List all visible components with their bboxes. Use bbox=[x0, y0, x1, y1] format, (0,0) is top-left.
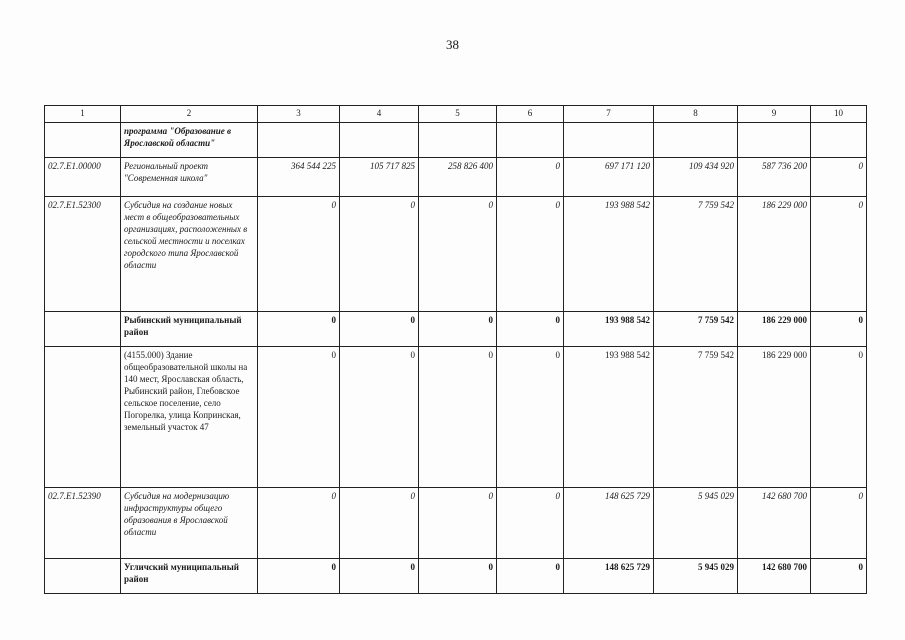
row-value: 186 229 000 bbox=[738, 197, 811, 312]
column-number: 7 bbox=[564, 106, 654, 123]
row-name: Субсидия на создание новых мест в общеобразовательных организациях, расположенных в сельской местности и поселках городского типа Ярославской области bbox=[121, 197, 258, 312]
column-number-row bbox=[45, 106, 867, 123]
row-value: 148 625 729 bbox=[564, 488, 654, 559]
row-value: 142 680 700 bbox=[738, 559, 811, 594]
row-code: 02.7.E1.52300 bbox=[45, 197, 121, 312]
row-value: 0 bbox=[258, 197, 340, 312]
row-value: 587 736 200 bbox=[738, 158, 811, 197]
row-value: 0 bbox=[258, 559, 340, 594]
row-value: 0 bbox=[258, 312, 340, 347]
column-number: 6 bbox=[497, 106, 564, 123]
row-value: 7 759 542 bbox=[654, 312, 738, 347]
row-value: 7 759 542 bbox=[654, 197, 738, 312]
column-number: 4 bbox=[340, 106, 419, 123]
page-number: 38 bbox=[446, 37, 459, 52]
row-value: 5 945 029 bbox=[654, 559, 738, 594]
row-value bbox=[738, 123, 811, 158]
row-value: 0 bbox=[497, 347, 564, 488]
row-value: 0 bbox=[497, 158, 564, 197]
table-row bbox=[45, 559, 867, 594]
row-value: 0 bbox=[811, 197, 867, 312]
row-value: 142 680 700 bbox=[738, 488, 811, 559]
table-row bbox=[45, 488, 867, 559]
row-value: 0 bbox=[340, 488, 419, 559]
row-value: 0 bbox=[258, 488, 340, 559]
row-code bbox=[45, 559, 121, 594]
row-value: 697 171 120 bbox=[564, 158, 654, 197]
row-value: 0 bbox=[497, 312, 564, 347]
row-value: 0 bbox=[811, 158, 867, 197]
row-value: 109 434 920 bbox=[654, 158, 738, 197]
row-value: 364 544 225 bbox=[258, 158, 340, 197]
row-value: 0 bbox=[340, 197, 419, 312]
row-value: 193 988 542 bbox=[564, 312, 654, 347]
row-value: 105 717 825 bbox=[340, 158, 419, 197]
row-value: 0 bbox=[497, 559, 564, 594]
row-value: 0 bbox=[419, 559, 497, 594]
row-value: 0 bbox=[811, 559, 867, 594]
table-row bbox=[45, 158, 867, 197]
row-code bbox=[45, 347, 121, 488]
table-row bbox=[45, 197, 867, 312]
row-value bbox=[811, 123, 867, 158]
row-value: 0 bbox=[340, 347, 419, 488]
row-value: 0 bbox=[811, 488, 867, 559]
row-value bbox=[564, 123, 654, 158]
row-code bbox=[45, 312, 121, 347]
row-value: 0 bbox=[497, 197, 564, 312]
row-name: Региональный проект "Современная школа" bbox=[121, 158, 258, 197]
row-value: 0 bbox=[497, 488, 564, 559]
row-name: Угличский муниципальный район bbox=[121, 559, 258, 594]
row-value: 148 625 729 bbox=[564, 559, 654, 594]
row-code: 02.7.E1.00000 bbox=[45, 158, 121, 197]
row-value: 0 bbox=[811, 347, 867, 488]
row-name: программа "Образование в Ярославской области" bbox=[121, 123, 258, 158]
row-value: 186 229 000 bbox=[738, 347, 811, 488]
row-value: 0 bbox=[419, 197, 497, 312]
column-number: 2 bbox=[121, 106, 258, 123]
column-number: 9 bbox=[738, 106, 811, 123]
row-value: 193 988 542 bbox=[564, 347, 654, 488]
row-value: 5 945 029 bbox=[654, 488, 738, 559]
row-value: 258 826 400 bbox=[419, 158, 497, 197]
row-value bbox=[654, 123, 738, 158]
row-name: Субсидия на модернизацию инфраструктуры общего образования в Ярославской области bbox=[121, 488, 258, 559]
row-code: 02.7.E1.52390 bbox=[45, 488, 121, 559]
row-value: 0 bbox=[419, 347, 497, 488]
row-value: 186 229 000 bbox=[738, 312, 811, 347]
row-name: Рыбинский муниципальный район bbox=[121, 312, 258, 347]
table-row bbox=[45, 347, 867, 488]
row-name: (4155.000) Здание общеобразовательной школы на 140 мест, Ярославская область, Рыбинский район, Глебовское сельское поселение, село Погорелка, улица Копринская, земельный участок 47 bbox=[121, 347, 258, 488]
row-value bbox=[419, 123, 497, 158]
column-number: 1 bbox=[45, 106, 121, 123]
row-value: 0 bbox=[811, 312, 867, 347]
row-value: 193 988 542 bbox=[564, 197, 654, 312]
table-row bbox=[45, 312, 867, 347]
column-number: 3 bbox=[258, 106, 340, 123]
row-value bbox=[497, 123, 564, 158]
row-value: 0 bbox=[340, 312, 419, 347]
row-value: 0 bbox=[258, 347, 340, 488]
column-number: 8 bbox=[654, 106, 738, 123]
column-number: 5 bbox=[419, 106, 497, 123]
row-value bbox=[258, 123, 340, 158]
table-row bbox=[45, 123, 867, 158]
row-value: 0 bbox=[419, 312, 497, 347]
row-value: 0 bbox=[340, 559, 419, 594]
row-value: 0 bbox=[419, 488, 497, 559]
row-value bbox=[340, 123, 419, 158]
column-number: 10 bbox=[811, 106, 867, 123]
budget-table bbox=[44, 105, 867, 594]
row-value: 7 759 542 bbox=[654, 347, 738, 488]
row-code bbox=[45, 123, 121, 158]
